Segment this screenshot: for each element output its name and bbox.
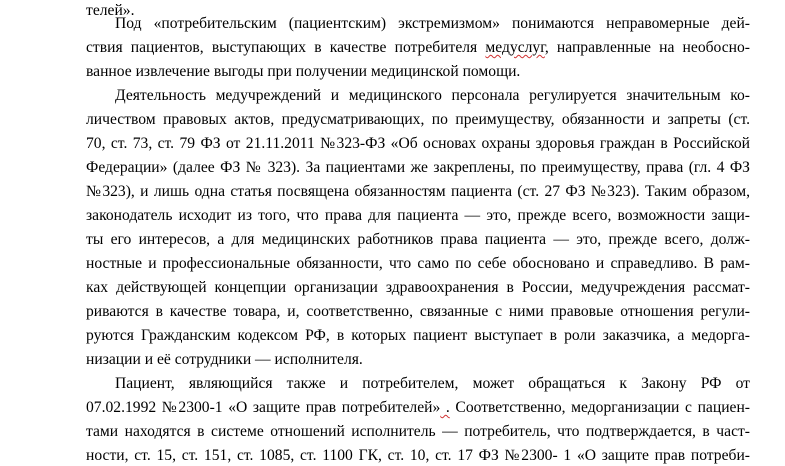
text-segment: руются Гражданским кодексом РФ, в которых пациент выступает в роли заказчика, а медорга- bbox=[86, 327, 750, 344]
paragraph-3-line-3 bbox=[86, 421, 750, 442]
text-segment: Под «потребительским (пациентским) экстремизмом» понимаются неправомерные дей- bbox=[115, 15, 750, 32]
text-segment: 07.02.1992 №2300-1 «О защите прав потребителей» bbox=[86, 399, 441, 416]
text-segment: телей». bbox=[86, 2, 135, 19]
text-segment: , направленные на необосно- bbox=[544, 39, 750, 56]
text-segment: низации и её сотрудники — исполнителя. bbox=[86, 351, 363, 368]
paragraph-2-line-9 bbox=[86, 277, 750, 298]
paragraph-3-line-2 bbox=[86, 397, 750, 418]
text-segment: ты его интересов, а для медицинских работников права пациента — это, прежде всего, долж- bbox=[86, 231, 750, 248]
spellcheck-flagged-text: медуслуг bbox=[485, 39, 545, 56]
paragraph-2-line-7 bbox=[86, 229, 750, 250]
text-segment: №323), и лишь одна статья посвящена обязанностям пациента (ст. 27 ФЗ №323). Таким образом, bbox=[86, 183, 750, 200]
paragraph-2-line-6 bbox=[86, 205, 750, 226]
paragraph-2-line-4 bbox=[86, 157, 750, 178]
text-segment: тами находятся в системе отношений исполнитель — потребитель, что подтверждается, в част- bbox=[86, 423, 750, 440]
paragraph-2-line-10 bbox=[86, 301, 750, 322]
text-segment: Федерации» (далее ФЗ № 323). За пациентами же закреплены, по преимуществу, права (гл. 4 ФЗ bbox=[86, 159, 750, 176]
text-segment: Пациент, являющийся также и потребителем, может обращаться к Закону РФ от bbox=[115, 375, 750, 392]
text-segment: ках действующей концепции организации здравоохранения в России, медучреждения рассмат- bbox=[86, 279, 750, 296]
text-segment: Деятельность медучреждений и медицинского персонала регулируется значительным ко- bbox=[115, 87, 750, 104]
paragraph-2-line-5 bbox=[86, 181, 750, 202]
text-segment: ностные и профессиональные обязанности, что само по себе обосновано и справедливо. В рам- bbox=[86, 255, 750, 272]
paragraph-2-line-11 bbox=[86, 325, 750, 346]
paragraph-2-line-12 bbox=[86, 349, 750, 370]
text-segment: 70, ст. 73, ст. 79 ФЗ от 21.11.2011 №323-ФЗ «Об основах охраны здоровья граждан в Российской bbox=[86, 135, 750, 152]
paragraph-2-line-3 bbox=[86, 133, 750, 154]
paragraph-2-line-2 bbox=[86, 109, 750, 130]
paragraph-3-line-1 bbox=[115, 373, 750, 394]
text-segment: риваются в качестве товара, и, соответственно, связанные с ними правовые отношения регули- bbox=[86, 303, 750, 320]
paragraph-3-line-4 bbox=[86, 445, 750, 466]
paragraph-2-line-1 bbox=[115, 85, 750, 106]
text-segment: личеством правовых актов, предусматривающих, по преимуществу, обязанности и запреты (ст. bbox=[86, 111, 750, 128]
paragraph-1-line-3 bbox=[86, 61, 750, 82]
paragraph-2-line-8 bbox=[86, 253, 750, 274]
text-segment: ствия пациентов, выступающих в качестве потребителя bbox=[86, 39, 486, 56]
spellcheck-flagged-text: . bbox=[440, 399, 450, 416]
paragraph-1-line-2 bbox=[86, 37, 750, 58]
text-segment: законодатель исходит из того, что права для пациента — это, прежде всего, возможности защи- bbox=[86, 207, 750, 224]
text-segment: Соответственно, медорганизации с пациен- bbox=[449, 399, 750, 416]
text-segment: ности, ст. 15, ст. 151, ст. 1085, ст. 1100 ГК, ст. 10, ст. 17 ФЗ №2300- 1 «О защите прав потреби- bbox=[86, 447, 750, 464]
paragraph-3-line-5 bbox=[86, 0, 750, 21]
text-segment: ванное извлечение выгоды при получении медицинской помощи. bbox=[86, 63, 521, 80]
